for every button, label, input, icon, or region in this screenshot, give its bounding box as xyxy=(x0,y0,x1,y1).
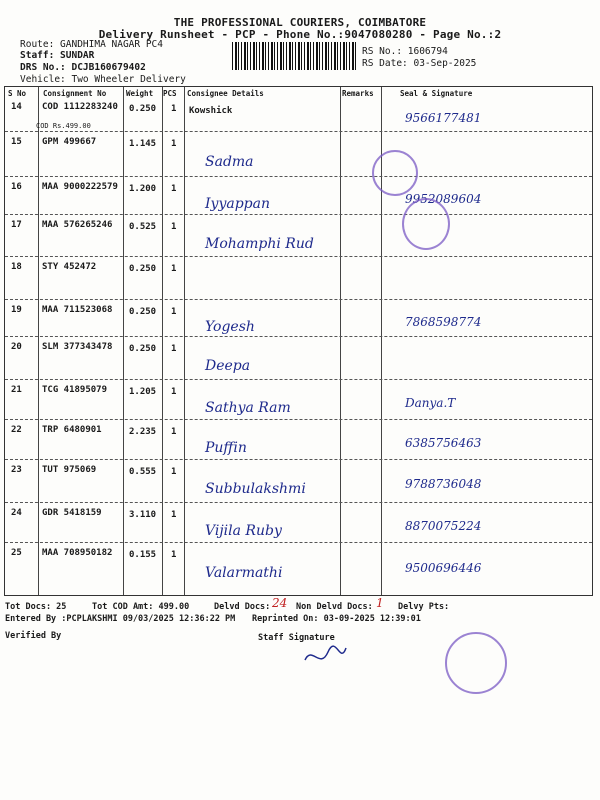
row-consignment: MAA 708950182 xyxy=(42,548,113,558)
row-pcs: 1 xyxy=(171,387,177,397)
row-weight: 2.235 xyxy=(129,427,157,437)
seal-stamp xyxy=(445,632,507,694)
row-consignment: GPM 499667 xyxy=(42,137,97,147)
row-weight: 3.110 xyxy=(129,510,157,520)
handwritten-name: Vijila Ruby xyxy=(205,523,282,539)
row-sno: 15 xyxy=(11,137,22,147)
row-weight: 0.250 xyxy=(129,104,157,114)
row-pcs: 1 xyxy=(171,307,177,317)
staff-signature xyxy=(300,640,350,674)
handwritten-name: Sadma xyxy=(205,154,254,171)
rs-number: RS No.: 1606794 xyxy=(362,46,448,57)
row-sno: 18 xyxy=(11,262,22,272)
delivered-count: 24 xyxy=(272,596,288,610)
row-pcs: 1 xyxy=(171,139,177,149)
drs-number: DRS No.: DCJB160679402 xyxy=(20,62,146,73)
row-pcs: 1 xyxy=(171,510,177,520)
row-pcs: 1 xyxy=(171,104,177,114)
handwritten-signature: 8870075224 xyxy=(405,519,482,533)
row-sno: 14 xyxy=(11,102,22,112)
handwritten-name: Valarmathi xyxy=(205,565,283,582)
row-weight: 1.205 xyxy=(129,387,157,397)
row-pcs: 1 xyxy=(171,264,177,274)
row-weight: 1.200 xyxy=(129,184,157,194)
col-consignment: Consignment No xyxy=(43,89,107,98)
staff-label: Staff: SUNDAR xyxy=(20,50,95,61)
row-sno: 25 xyxy=(11,548,22,558)
row-sno: 22 xyxy=(11,425,22,435)
entered-by: Entered By :PCPLAKSHMI 09/03/2025 12:36:22 PM xyxy=(5,614,236,624)
reprinted-on: Reprinted On: 03-09-2025 12:39:01 xyxy=(252,614,421,624)
handwritten-name: Sathya Ram xyxy=(205,400,291,416)
row-weight: 0.250 xyxy=(129,344,157,354)
row-weight: 0.250 xyxy=(129,307,157,317)
row-pcs: 1 xyxy=(171,184,177,194)
handwritten-name: Puffin xyxy=(205,440,247,456)
row-pcs: 1 xyxy=(171,222,177,232)
row-sno: 20 xyxy=(11,342,22,352)
row-pcs: 1 xyxy=(171,550,177,560)
row-consignment: TUT 975069 xyxy=(42,465,97,475)
row-weight: 0.250 xyxy=(129,264,157,274)
handwritten-name: Deepa xyxy=(205,358,251,375)
row-consignment: STY 452472 xyxy=(42,262,97,272)
row-cod-amount: COD Rs.499.00 xyxy=(36,122,91,130)
row-weight: 1.145 xyxy=(129,139,157,149)
col-weight: Weight xyxy=(126,89,154,98)
row-sno: 21 xyxy=(11,385,22,395)
row-consignment: TCG 41895079 xyxy=(42,385,108,395)
row-sno: 23 xyxy=(11,465,22,475)
handwritten-signature: 9566177481 xyxy=(405,111,482,126)
handwritten-name: Subbulakshmi xyxy=(205,481,306,498)
delivery-points: Delvy Pts: xyxy=(398,602,450,612)
runsheet-table xyxy=(4,86,593,596)
company-title: THE PROFESSIONAL COURIERS, COIMBATORE xyxy=(173,16,427,29)
total-cod: Tot COD Amt: 499.00 xyxy=(92,602,190,612)
seal-stamp xyxy=(402,198,450,250)
seal-stamp xyxy=(372,150,418,196)
handwritten-name: Iyyappan xyxy=(205,196,270,213)
row-consignment: MAA 576265246 xyxy=(42,220,113,230)
row-sno: 16 xyxy=(11,182,22,192)
handwritten-name: Yogesh xyxy=(205,318,255,335)
handwritten-signature: 7868598774 xyxy=(405,314,482,329)
row-consignment: MAA 9000222579 xyxy=(42,182,118,192)
col-consignee: Consignee Details xyxy=(187,89,264,98)
row-consignment: COD 1112283240 xyxy=(42,102,118,112)
verified-by: Verified By xyxy=(5,631,62,641)
row-consignee: Kowshick xyxy=(189,106,233,116)
total-docs: Tot Docs: 25 xyxy=(5,602,67,612)
vehicle-label: Vehicle: Two Wheeler Delivery xyxy=(20,74,186,85)
row-sno: 19 xyxy=(11,305,22,315)
row-weight: 0.555 xyxy=(129,467,157,477)
row-consignment: SLM 377343478 xyxy=(42,342,113,352)
row-sno: 24 xyxy=(11,508,22,518)
col-sno: S No xyxy=(8,89,27,98)
rs-date: RS Date: 03-Sep-2025 xyxy=(362,58,477,69)
handwritten-signature: 9952089604 xyxy=(405,192,482,207)
row-sno: 17 xyxy=(11,220,22,230)
delivered-docs: Delvd Docs: xyxy=(214,602,271,612)
row-consignment: MAA 711523068 xyxy=(42,305,113,315)
col-seal: Seal & Signature xyxy=(400,89,473,98)
col-remarks: Remarks xyxy=(342,89,374,98)
non-delivered-docs: Non Delvd Docs: xyxy=(296,602,373,612)
staff-signature-label: Staff Signature xyxy=(258,633,335,643)
non-delivered-count: 1 xyxy=(376,596,384,610)
handwritten-name: Mohamphi Rud xyxy=(205,235,314,252)
row-pcs: 1 xyxy=(171,344,177,354)
row-weight: 0.525 xyxy=(129,222,157,232)
barcode xyxy=(232,42,358,70)
handwritten-signature: 6385756463 xyxy=(405,436,482,450)
row-pcs: 1 xyxy=(171,467,177,477)
col-pcs: PCS xyxy=(163,89,177,98)
handwritten-signature: Danya.T xyxy=(405,396,456,410)
row-weight: 0.155 xyxy=(129,550,157,560)
handwritten-signature: 9788736048 xyxy=(405,477,482,492)
row-pcs: 1 xyxy=(171,427,177,437)
row-consignment: TRP 6480901 xyxy=(42,425,102,435)
row-consignment: GDR 5418159 xyxy=(42,508,102,518)
handwritten-signature: 9500696446 xyxy=(405,560,482,575)
runsheet-subtitle: Delivery Runsheet - PCP - Phone No.:9047080280 - Page No.:2 xyxy=(98,28,502,41)
route-label: Route: GANDHIMA NAGAR PC4 xyxy=(20,39,163,50)
